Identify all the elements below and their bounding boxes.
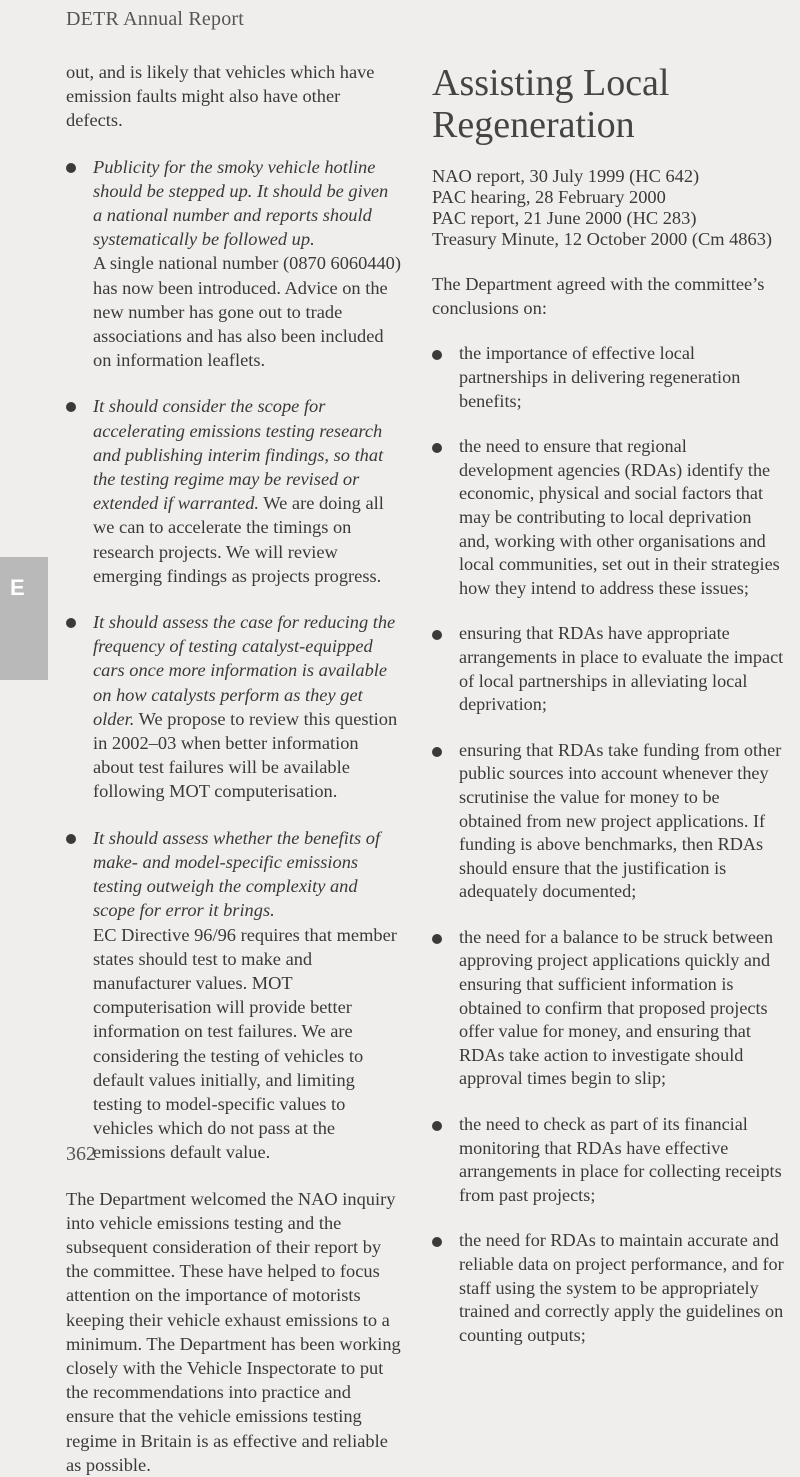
closing-paragraph: The Department welcomed the NAO inquiry into vehicle emissions testing and the subsequent consideration of their report by the committee. These have helped to focus attention on the importance of motorists keeping their vehicle exhaust emissions to a minimum. The Department has been working closely with the Vehicle Inspectorate to put the recommendations into practice and ensure that the vehicle emissions testing regime in Britain is as effective and reliable as possible. — [66, 1188, 401, 1475]
recommendation-item — [66, 394, 401, 588]
recommendation-item — [66, 826, 401, 1165]
reference-item: NAO report, 30 July 1999 (HC 642) — [432, 166, 700, 186]
bullet-icon — [66, 618, 76, 628]
conclusion-text: ensuring that RDAs have appropriate arrangements in place to evaluate the impact of local partnerships in alleviating local deprivation; — [459, 623, 784, 715]
conclusion-item — [432, 622, 784, 716]
bullet-icon — [432, 350, 442, 360]
reference-item: PAC report, 21 June 2000 (HC 283) — [432, 208, 697, 228]
response-text: EC Directive 96/96 requires that member states should test to make and manufacturer values. MOT computerisation will provide better information on test failures. We are considering the testing of vehicles to default values initially, and limiting testing to model-specific values to vehicles which do not pass at the emissions default value. — [93, 924, 397, 1163]
conclusion-item — [432, 1229, 784, 1347]
bullet-icon — [432, 1121, 442, 1131]
conclusion-list — [432, 342, 784, 1347]
recommendation-text: It should consider the scope for accelerating emissions testing research and publishing interim findings, so that the testing regime may be revised or extended if warranted. — [93, 396, 384, 514]
conclusion-item — [432, 435, 784, 600]
recommendation-text: Publicity for the smoky vehicle hotline should be stepped up. It should be given a national number and reports should systematically be followed up. — [93, 156, 389, 250]
right-column — [432, 62, 784, 1369]
running-header: DETR Annual Report — [66, 8, 245, 30]
conclusion-text: the need to ensure that regional development agencies (RDAs) identify the economic, physical and social factors that may be contributing to local deprivation and, working with other organisations and local communities, set out in their strategies how they intend to address these issues; — [459, 436, 780, 598]
bullet-icon — [432, 630, 442, 640]
reference-item: Treasury Minute, 12 October 2000 (Cm 4863) — [432, 229, 773, 249]
response-text: A single national number (0870 6060440) has now been introduced. Advice on the new number has gone out to trade associations and has also been included on information leaflets. — [93, 253, 401, 371]
conclusion-text: the need to check as part of its financial monitoring that RDAs have effective arrangements in place for collecting receipts from past projects; — [459, 1114, 782, 1205]
conclusion-text: ensuring that RDAs take funding from other public sources into account whenever they scrutinise the value for money to be obtained from new project applications. If funding is above benchmarks, then RDAs should ensure that the justification is adequately documented; — [459, 739, 782, 902]
bullet-icon — [66, 402, 76, 412]
conclusion-text: the importance of effective local partnerships in delivering regeneration benefits; — [459, 343, 741, 411]
section-tab — [0, 557, 48, 680]
conclusion-text: the need for RDAs to maintain accurate and reliable data on project performance, and for staff using the system to be appropriately trained and correctly apply the guidelines on counting outputs; — [459, 1230, 784, 1345]
bullet-icon — [432, 443, 442, 453]
recommendation-text: It should assess whether the benefits of make- and model-specific emissions testing outweigh the complexity and scope for error it brings. — [93, 827, 381, 921]
recommendation-item — [66, 610, 401, 804]
section-tab-letter: E — [10, 575, 25, 600]
bullet-icon — [432, 747, 442, 757]
section-title: Assisting Local Regeneration — [432, 62, 670, 146]
reference-list — [432, 166, 784, 250]
lead-paragraph: out, and is likely that vehicles which have emission faults might also have other defects. — [66, 62, 375, 131]
conclusion-item — [432, 342, 784, 413]
bullet-icon — [66, 834, 76, 844]
intro-paragraph: The Department agreed with the committee’s conclusions on: — [432, 274, 765, 319]
reference-item: PAC hearing, 28 February 2000 — [432, 187, 666, 207]
conclusion-item — [432, 739, 784, 904]
recommendation-item — [66, 155, 401, 373]
conclusion-item — [432, 1113, 784, 1207]
bullet-icon — [432, 1237, 442, 1247]
response-text: We propose to review this question in 2002–03 when better information about test failures will be available following MOT computerisation. — [93, 708, 398, 802]
conclusion-item — [432, 926, 784, 1091]
bullet-icon — [66, 163, 76, 173]
left-column — [66, 60, 401, 1477]
bullet-icon — [432, 934, 442, 944]
response-text: We are doing all we can to accelerate the timings on research projects. We will review emerging findings as projects progress. — [93, 493, 384, 586]
conclusion-text: the need for a balance to be struck between approving project applications quickly and ensuring that sufficient information is obtained to confirm that proposed projects offer value for money, and ensuring that RDAs take action to investigate should approval times begin to slip; — [459, 926, 774, 1089]
recommendation-list — [66, 155, 401, 1165]
page-number: 362 — [66, 1143, 96, 1165]
recommendation-text: It should assess the case for reducing the frequency of testing catalyst-equipped cars once more information is available on how catalysts perform as they get older. — [93, 612, 396, 729]
